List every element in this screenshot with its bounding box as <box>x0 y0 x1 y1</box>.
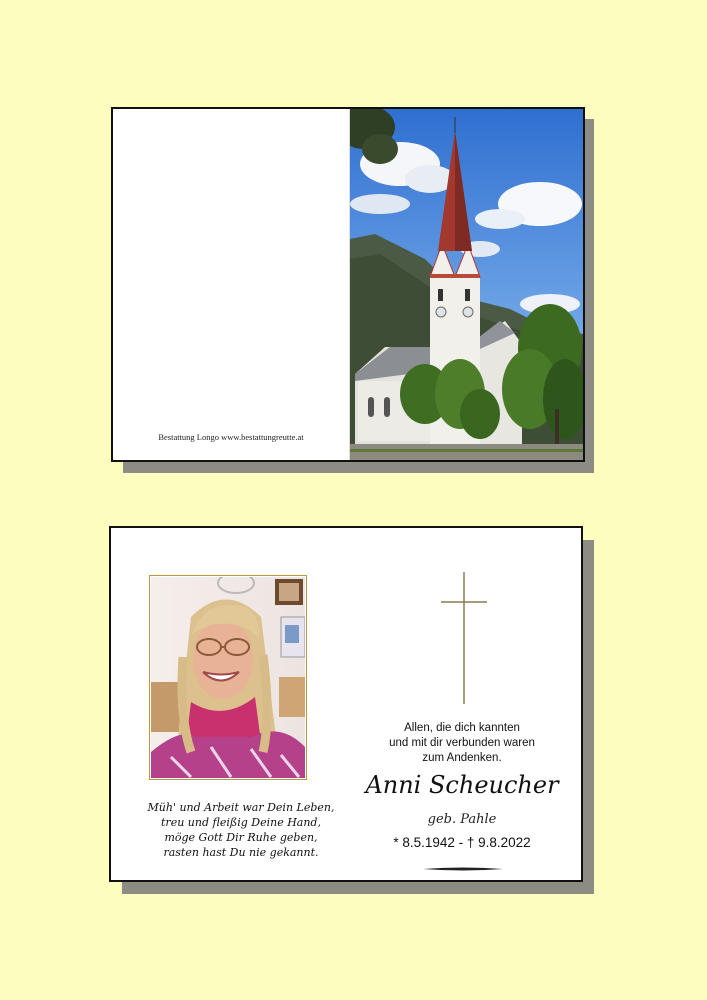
memorial-card-inside <box>109 526 583 882</box>
latin-cross-icon <box>441 572 487 708</box>
life-dates: * 8.5.1942 - † 9.8.2022 <box>393 835 531 850</box>
divider-ornament-icon <box>423 858 503 877</box>
deceased-name: Anni Scheucher <box>365 771 559 799</box>
funeral-home-credit: Bestattung Longo www.bestattungreutte.at <box>158 432 304 442</box>
church-photo <box>350 109 583 460</box>
verse-line: treu und fleißig Deine Hand, <box>161 816 321 829</box>
portrait-photo <box>149 575 307 780</box>
memorial-verse <box>121 800 361 860</box>
verse-line: möge Gott Dir Ruhe geben, <box>164 831 318 844</box>
dedication-line: und mit dir verbunden waren <box>389 737 535 749</box>
memorial-card-front <box>111 107 585 462</box>
maiden-name: geb. Pahle <box>427 812 497 827</box>
verse-line: Müh' und Arbeit war Dein Leben, <box>147 801 335 814</box>
dedication-text <box>357 721 567 766</box>
verse-line: rasten hast Du nie gekannt. <box>163 846 319 859</box>
dedication-line: Allen, die dich kannten <box>404 722 520 734</box>
dedication-line: zum Andenken. <box>422 752 502 764</box>
blank-inner-panel <box>113 109 350 460</box>
